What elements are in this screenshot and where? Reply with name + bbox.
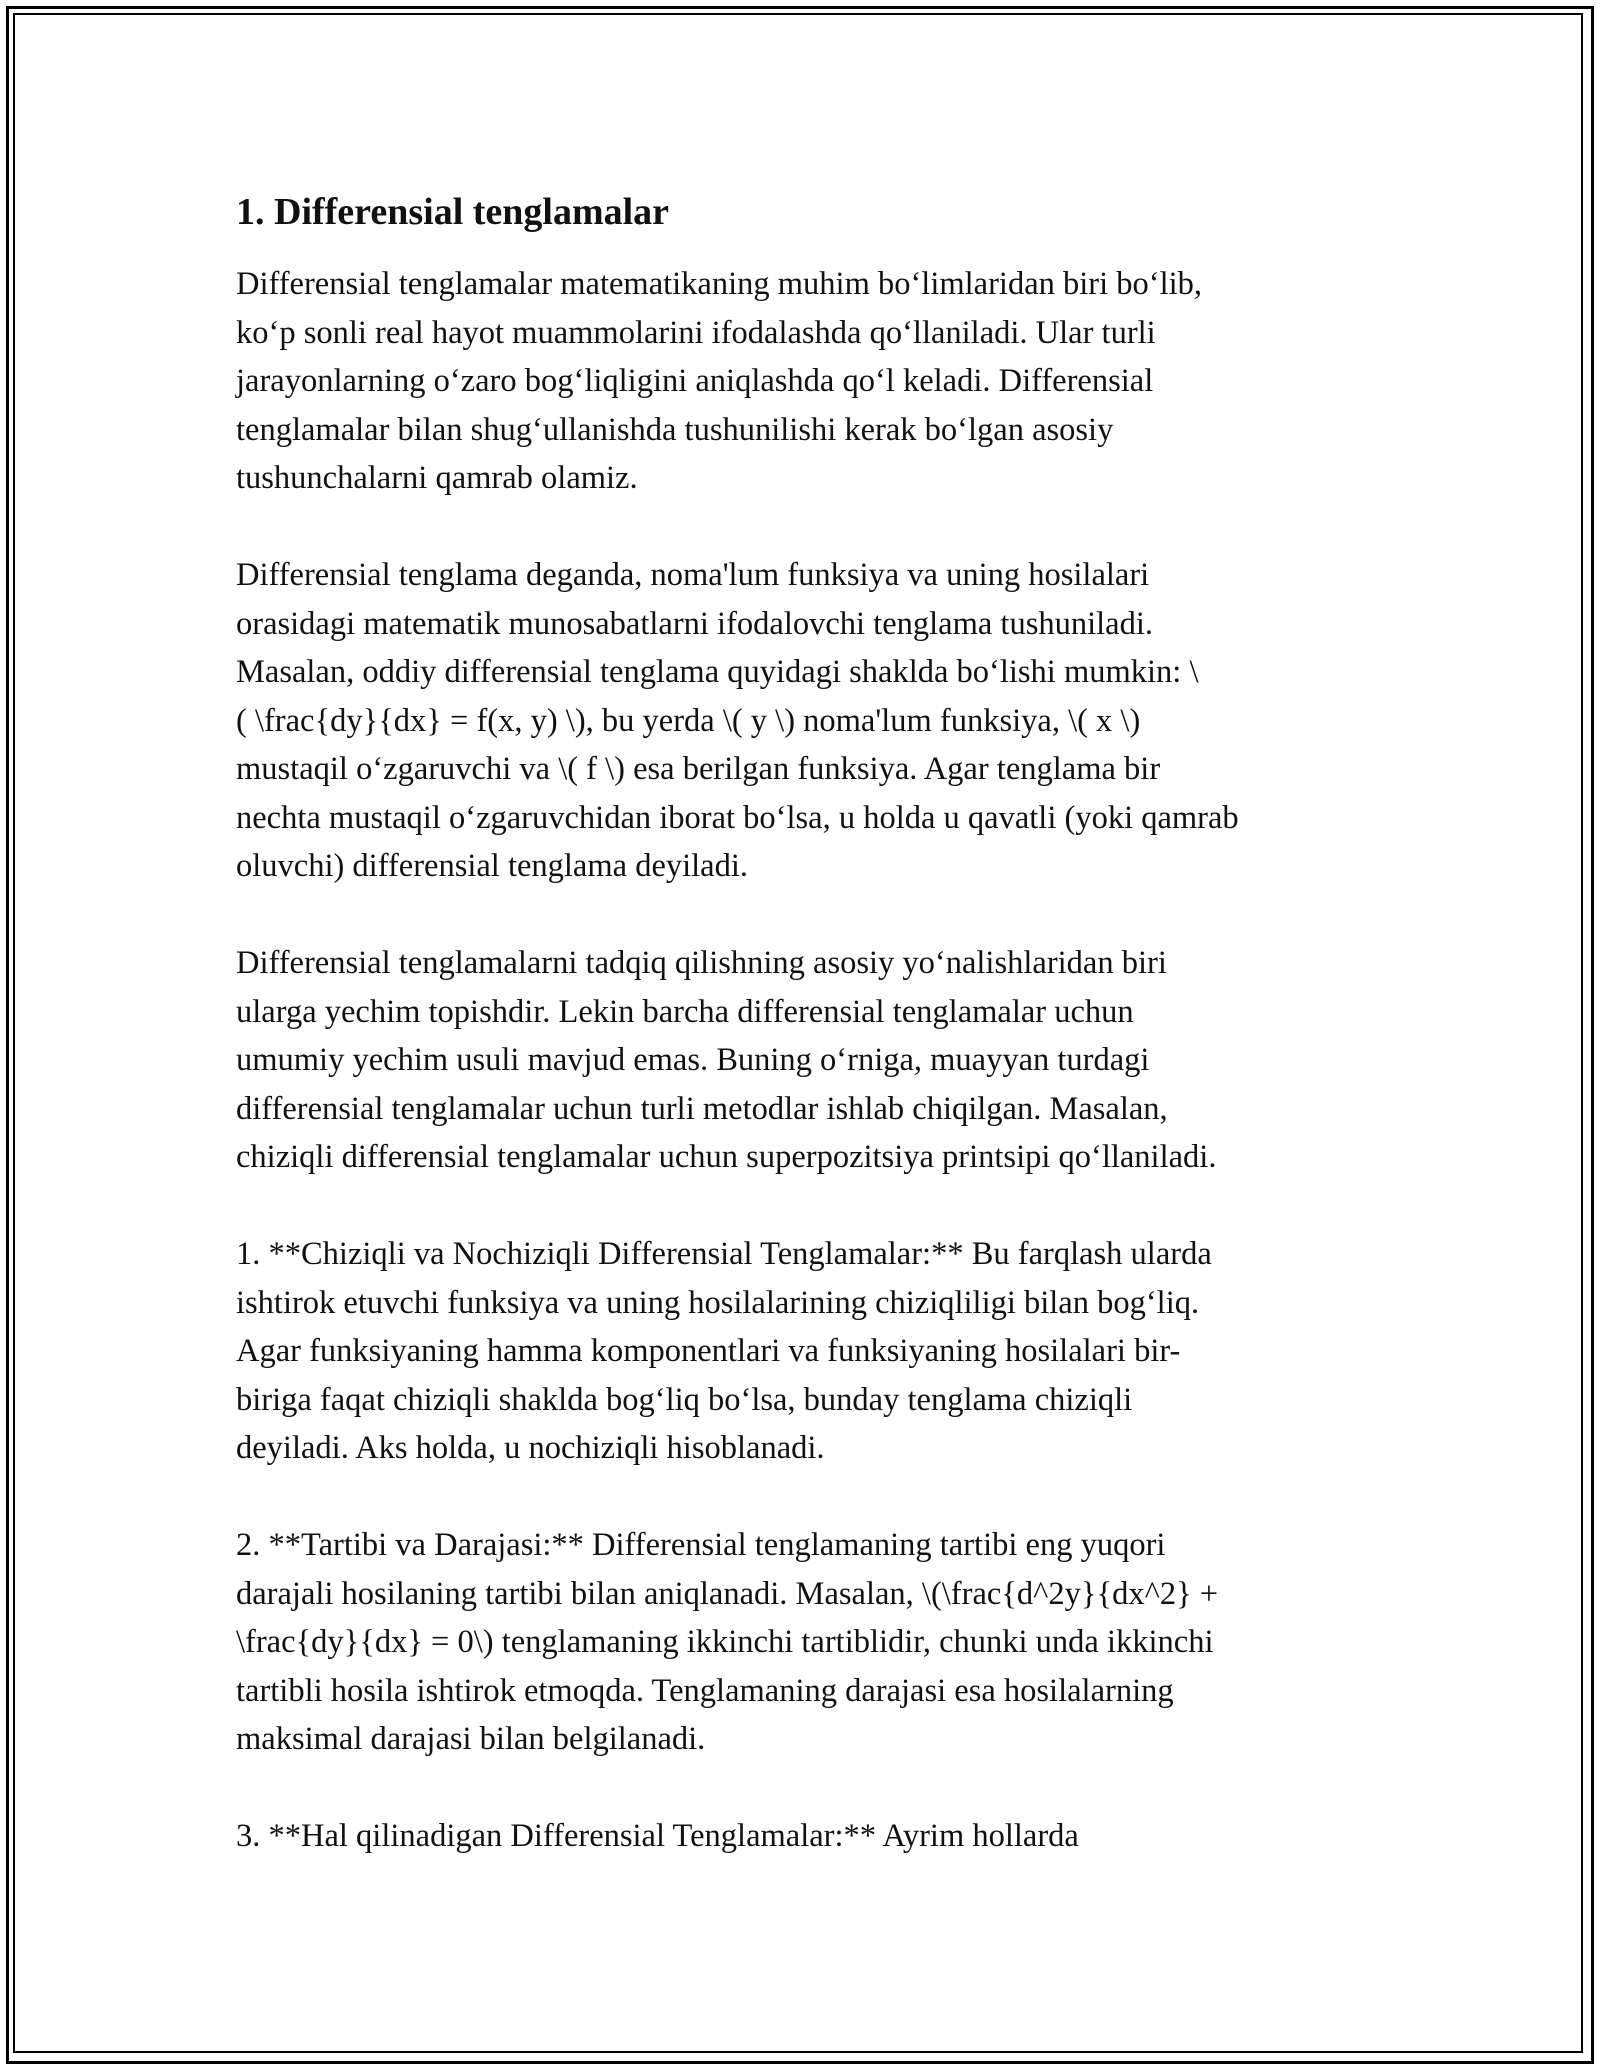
text-line: maksimal darajasi bilan belgilanadi.: [236, 1721, 706, 1757]
text-line: biriga faqat chiziqli shaklda bog‘liq bo‘lsa, bunday tenglama chiziqli: [236, 1381, 1133, 1418]
text-line: differensial tenglamalar uchun turli metodlar ishlab chiqilgan. Masalan,: [236, 1090, 1168, 1127]
text-line: ishtirok etuvchi funksiya va uning hosilalarining chiziqliligi bilan bog‘liq.: [236, 1284, 1200, 1321]
text-line: chiziqli differensial tenglamalar uchun superpozitsiya printsipi qo‘llaniladi.: [236, 1139, 1217, 1175]
text-line: 3. **Hal qilinadigan Differensial Tenglamalar:** Ayrim hollarda: [236, 1818, 1079, 1854]
text-line: umumiy yechim usuli mavjud emas. Buning o‘rniga, muayyan turdagi: [236, 1042, 1150, 1078]
text-line: tenglamalar bilan shug‘ullanishda tushunilishi kerak bo‘lgan asosiy: [236, 411, 1114, 448]
text-line: tushunchalarni qamrab olamiz.: [236, 460, 638, 496]
list-item-linear: [236, 1230, 1406, 1473]
text-line: Differensial tenglama deganda, noma'lum funksiya va uning hosilalari: [236, 557, 1150, 593]
text-line: Differensial tenglamalarni tadqiq qilishning asosiy yo‘nalishlaridan biri: [236, 945, 1167, 981]
text-line: oluvchi) differensial tenglama deyiladi.: [236, 848, 749, 884]
list-item-solvable: [236, 1812, 1406, 1861]
text-line: nechta mustaqil o‘zgaruvchidan iborat bo‘lsa, u holda u qavatli (yoki qamrab: [236, 799, 1239, 836]
text-line: ko‘p sonli real hayot muammolarini ifodalashda qo‘llaniladi. Ular turli: [236, 314, 1156, 351]
text-line: darajali hosilaning tartibi bilan aniqlanadi. Masalan, \(\frac{d^2y}{dx^2} +: [236, 1575, 1219, 1612]
paragraph-solutions: [236, 939, 1406, 1182]
paragraph-definition: [236, 551, 1406, 891]
section-heading: 1. Differensial tenglamalar: [236, 191, 670, 233]
text-line: \frac{dy}{dx} = 0\) tenglamaning ikkinchi tartiblidir, chunki unda ikkinchi: [236, 1624, 1214, 1660]
document-body: [236, 186, 1406, 1909]
text-line: ularga yechim topishdir. Lekin barcha differensial tenglamalar uchun: [236, 993, 1134, 1030]
text-line: tartibli hosila ishtirok etmoqda. Tenglamaning darajasi esa hosilalarning: [236, 1672, 1174, 1709]
text-line: orasidagi matematik munosabatlarni ifodalovchi tenglama tushuniladi.: [236, 605, 1153, 642]
list-item-order-degree: [236, 1521, 1406, 1764]
text-line: 2. **Tartibi va Darajasi:** Differensial tenglamaning tartibi eng yuqori: [236, 1527, 1166, 1563]
paragraph-intro: [236, 260, 1406, 503]
text-line: Masalan, oddiy differensial tenglama quyidagi shaklda bo‘lishi mumkin: \: [236, 654, 1199, 690]
text-line: ( \frac{dy}{dx} = f(x, y) \), bu yerda \( y \) noma'lum funksiya, \( x \): [236, 702, 1141, 739]
text-line: Agar funksiyaning hamma komponentlari va funksiyaning hosilalari bir-: [236, 1333, 1181, 1369]
text-line: Differensial tenglamalar matematikaning muhim bo‘limlaridan biri bo‘lib,: [236, 266, 1203, 302]
text-line: mustaqil o‘zgaruvchi va \( f \) esa berilgan funksiya. Agar tenglama bir: [236, 751, 1161, 787]
text-line: jarayonlarning o‘zaro bog‘liqligini aniqlashda qo‘l keladi. Differensial: [236, 363, 1154, 399]
text-line: 1. **Chiziqli va Nochiziqli Differensial Tenglamalar:** Bu farqlash ularda: [236, 1236, 1212, 1272]
text-line: deyiladi. Aks holda, u nochiziqli hisoblanadi.: [236, 1430, 825, 1466]
